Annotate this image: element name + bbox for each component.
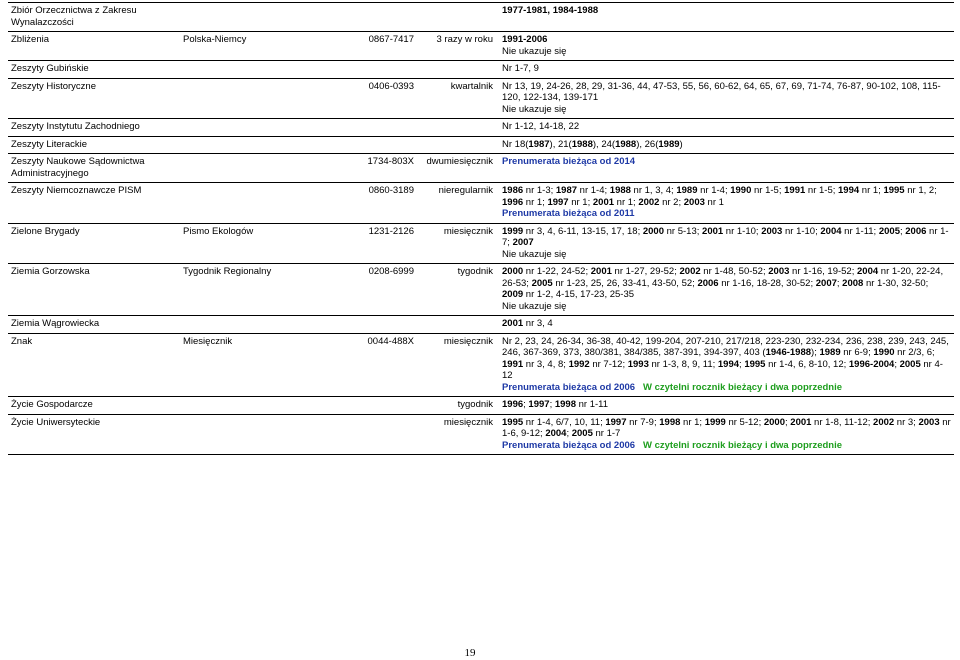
holdings-line <box>502 301 951 313</box>
holdings-text: 1989 <box>658 138 680 150</box>
holdings-text: nr 1-30, 32-50; <box>863 277 929 289</box>
periodical-subtitle <box>180 397 346 415</box>
subscription-note: Prenumerata bieżąca od 2011 <box>502 208 635 219</box>
holdings-text: ; <box>549 399 555 410</box>
periodical-issn: 0208-6999 <box>346 264 420 316</box>
periodical-title: Znak <box>8 333 180 397</box>
holdings-text: nr 3; <box>894 416 919 428</box>
holdings-text: Nr 2, 23, 24, 26-34, 36-38, 40-42, 199-204, 207-210, 217/218, 223-230, 232-234, 236, 238, 239, 243, 245, 246, 367-369, 373, 380/381, 384/385, 387-391, 394-397, 403 ( <box>502 335 949 358</box>
periodical-subtitle <box>180 119 346 137</box>
holdings-text: nr 1-23, 25, 26, 33-41, 43-50, 52; <box>552 277 698 289</box>
periodical-issn <box>346 414 420 455</box>
periodical-issn: 1734-803X <box>346 154 420 183</box>
holdings-text: nr 1-8, 11-12; <box>811 416 874 428</box>
holdings-line <box>502 208 951 220</box>
periodical-frequency <box>420 3 499 32</box>
subscription-note: Prenumerata bieżąca od 2014 <box>502 156 636 167</box>
holdings-line <box>502 139 951 151</box>
periodical-issn <box>346 136 420 154</box>
holdings-text: nr 1-2, 4-15, 17-23, 25-35 <box>523 289 635 300</box>
holdings-text: 2005 <box>899 358 921 370</box>
periodical-holdings <box>499 264 954 316</box>
periodical-holdings <box>499 223 954 264</box>
holdings-text: nr 1; <box>523 196 548 208</box>
holdings-text: 2002 <box>679 266 701 277</box>
periodical-frequency: miesięcznik <box>420 333 499 397</box>
periodical-holdings <box>499 154 954 183</box>
holdings-text: ; <box>739 358 745 370</box>
holdings-text: nr 3, 4 <box>523 318 553 329</box>
holdings-text: nr 1-16, 19-52; <box>789 266 857 277</box>
holdings-text: nr 7-12; <box>589 358 628 370</box>
periodical-holdings <box>499 183 954 224</box>
holdings-line <box>502 156 951 168</box>
periodical-holdings <box>499 397 954 415</box>
holdings-text: nr 3, 4, 6-11, 13-15, 17, 18; <box>523 225 643 237</box>
periodical-title: Zeszyty Historyczne <box>8 78 180 119</box>
periodical-issn: 0044-488X <box>346 333 420 397</box>
holdings-line <box>502 5 951 17</box>
holdings-text: ; <box>566 428 572 439</box>
holdings-text: 1999 <box>502 225 524 237</box>
holdings-text: 2000 <box>642 225 664 237</box>
periodical-title: Zeszyty Niemcoznawcze PISM <box>8 183 180 224</box>
holdings-text: Nr 18( <box>502 138 529 150</box>
periodical-holdings <box>499 119 954 137</box>
holdings-text: 1995 <box>502 416 524 428</box>
holdings-text: nr 1-27, 29-52; <box>611 266 680 277</box>
periodical-subtitle <box>180 316 346 334</box>
holdings-text: 2005 <box>571 428 593 439</box>
holdings-text: Nr 1-7, 9 <box>502 63 539 74</box>
holdings-text: nr 1-7; <box>502 225 949 248</box>
table-row <box>8 264 954 316</box>
table-row <box>8 61 954 79</box>
holdings-text: nr 1-16, 18-28, 30-52; <box>718 277 816 289</box>
holdings-text: 2007 <box>815 277 837 289</box>
subscription-note: Prenumerata bieżąca od 2006 <box>502 381 636 393</box>
holdings-text: 1988 <box>609 185 631 196</box>
table-row <box>8 32 954 61</box>
periodical-frequency: 3 razy w roku <box>420 32 499 61</box>
holdings-text: nr 4-12 <box>502 358 943 381</box>
holdings-text: Nr 1-12, 14-18, 22 <box>502 121 580 132</box>
holdings-text: 2002 <box>873 416 895 428</box>
holdings-text: nr 1-4; <box>697 185 731 196</box>
holdings-text: nr 1-20, 22-24, 26-53; <box>502 266 944 289</box>
holdings-text: ; <box>899 225 906 237</box>
holdings-text: 1994 <box>717 358 740 370</box>
holdings-text <box>635 440 643 451</box>
periodicals-table-body <box>8 3 954 455</box>
periodical-title: Życie Gospodarcze <box>8 397 180 415</box>
periodical-title: Ziemia Wągrowiecka <box>8 316 180 334</box>
holdings-line <box>502 46 951 58</box>
holdings-text: nr 1 <box>704 196 724 208</box>
holdings-text: nr 1; <box>859 185 884 196</box>
reading-room-note: W czytelni rocznik bieżący i dwa poprzednie <box>643 439 843 451</box>
periodical-title: Zielone Brygady <box>8 223 180 264</box>
holdings-text: 1997 <box>528 399 550 410</box>
holdings-text: nr 1-5; <box>805 185 839 196</box>
table-row <box>8 316 954 334</box>
table-row <box>8 397 954 415</box>
periodical-holdings <box>499 61 954 79</box>
periodical-subtitle <box>180 78 346 119</box>
holdings-text: 1989 <box>819 347 841 358</box>
periodical-holdings <box>499 3 954 32</box>
periodical-holdings <box>499 136 954 154</box>
periodical-frequency <box>420 119 499 137</box>
holdings-text: nr 1, 3, 4; <box>630 185 677 196</box>
holdings-text: nr 1-48, 50-52; <box>700 266 769 277</box>
periodical-subtitle: Pismo Ekologów <box>180 223 346 264</box>
subscription-note: Prenumerata bieżąca od 2006 <box>502 439 636 451</box>
page-number: 19 <box>464 647 476 659</box>
holdings-line <box>502 34 951 46</box>
holdings-text: nr 2; <box>659 196 684 208</box>
periodical-title: Zeszyty Gubińskie <box>8 61 180 79</box>
holdings-text: 1996-2004 <box>848 358 895 370</box>
periodical-frequency: tygodnik <box>420 264 499 316</box>
periodical-frequency <box>420 61 499 79</box>
holdings-text: ), 26( <box>636 138 659 150</box>
holdings-text: 1987 <box>555 185 578 196</box>
periodical-title: Ziemia Gorzowska <box>8 264 180 316</box>
periodical-title: Zeszyty Literackie <box>8 136 180 154</box>
holdings-text: 1988 <box>571 138 593 150</box>
holdings-text: 1997 <box>547 196 569 208</box>
holdings-text: nr 7-9; <box>626 416 660 428</box>
holdings-text: 1993 <box>627 358 649 370</box>
periodical-frequency: dwumiesięcznik <box>420 154 499 183</box>
holdings-text: Nr 13, 19, 24-26, 28, 29, 31-36, 44, 47-53, 55, 56, 60-62, 64, 65, 67, 69, 71-74, 76-87, 90-102, 108, 115-120, 122-134, 139-171 <box>502 80 941 103</box>
holdings-text: Nie ukazuje się <box>502 300 567 312</box>
periodical-subtitle <box>180 3 346 32</box>
holdings-line <box>502 185 951 208</box>
holdings-text: Nie ukazuje się <box>502 103 567 115</box>
holdings-text: 1986 <box>502 185 524 196</box>
holdings-text: 2003 <box>761 225 783 237</box>
table-row <box>8 119 954 137</box>
periodical-issn: 0406-0393 <box>346 78 420 119</box>
holdings-text: 2001 <box>790 416 812 428</box>
holdings-text: 2000 <box>502 266 524 277</box>
holdings-text: Nie ukazuje się <box>502 248 567 260</box>
holdings-text: 2000 <box>763 416 785 428</box>
table-row <box>8 154 954 183</box>
holdings-text <box>635 382 643 393</box>
holdings-text: 2003 <box>683 196 705 208</box>
holdings-line <box>502 249 951 261</box>
holdings-text: 1988 <box>615 138 637 150</box>
holdings-text: 2001 <box>502 318 524 329</box>
holdings-text: 1977-1981, 1984-1988 <box>502 5 599 16</box>
holdings-text: ) <box>679 138 683 150</box>
periodical-holdings <box>499 414 954 455</box>
holdings-text: 1946-1988 <box>765 347 812 358</box>
periodical-frequency: miesięcznik <box>420 223 499 264</box>
holdings-text: nr 1-4, 6/7, 10, 11; <box>523 416 606 428</box>
periodical-frequency <box>420 316 499 334</box>
holdings-text: nr 1-6, 9-12; <box>502 416 951 439</box>
periodical-issn: 0867-7417 <box>346 32 420 61</box>
table-row <box>8 414 954 455</box>
periodical-issn <box>346 119 420 137</box>
holdings-text: nr 6-9; <box>840 347 874 358</box>
holdings-text: nr 1; <box>614 196 639 208</box>
periodical-title: Zbiór Orzecznictwa z Zakresu Wynalazczości <box>8 3 180 32</box>
holdings-text: ; <box>785 416 791 428</box>
holdings-text: nr 1-22, 24-52; <box>523 266 591 277</box>
holdings-line <box>502 104 951 116</box>
holdings-text: 1991 <box>502 358 524 370</box>
holdings-line <box>502 382 951 394</box>
periodical-issn <box>346 316 420 334</box>
holdings-text: nr 1-3, 8, 9, 11; <box>648 358 718 370</box>
holdings-text: 1998 <box>554 399 576 410</box>
periodical-holdings <box>499 316 954 334</box>
holdings-text: 2003 <box>918 416 940 428</box>
holdings-text: nr 1; <box>568 196 593 208</box>
holdings-text: 2001 <box>590 266 612 277</box>
periodical-frequency: miesięcznik <box>420 414 499 455</box>
holdings-line <box>502 318 951 330</box>
holdings-line <box>502 226 951 249</box>
holdings-text: 1987 <box>528 138 550 150</box>
holdings-text: nr 1-5; <box>751 185 785 196</box>
table-row <box>8 3 954 32</box>
periodical-issn <box>346 61 420 79</box>
periodical-subtitle: Polska-Niemcy <box>180 32 346 61</box>
holdings-text: 2005 <box>531 277 553 289</box>
holdings-text: 2004 <box>820 225 842 237</box>
periodical-subtitle: Miesięcznik <box>180 333 346 397</box>
holdings-text: nr 1-7 <box>592 428 621 439</box>
holdings-text: 2001 <box>592 196 615 208</box>
holdings-text: ), 21( <box>549 138 572 150</box>
holdings-text: nr 3, 4, 8; <box>523 358 569 370</box>
holdings-text: 2007 <box>512 237 534 248</box>
holdings-text: 1995 <box>883 185 905 196</box>
table-row <box>8 223 954 264</box>
holdings-text: ; <box>894 358 900 370</box>
holdings-text: ; <box>523 399 529 410</box>
holdings-line <box>502 440 951 452</box>
table-row <box>8 78 954 119</box>
holdings-text: nr 1-11; <box>841 225 879 237</box>
holdings-text: 2003 <box>768 266 790 277</box>
holdings-text: 1994 <box>838 185 860 196</box>
holdings-text: 1997 <box>605 416 627 428</box>
holdings-text: 2009 <box>502 289 524 300</box>
periodical-holdings <box>499 32 954 61</box>
holdings-text: nr 2/3, 6; <box>894 347 935 358</box>
holdings-text: Nie ukazuje się <box>502 45 567 57</box>
holdings-text: 2001 <box>702 225 724 237</box>
periodical-title: Życie Uniwersyteckie <box>8 414 180 455</box>
periodical-subtitle <box>180 61 346 79</box>
holdings-line <box>502 266 951 301</box>
holdings-text: nr 1-4, 6, 8-10, 12; <box>765 358 849 370</box>
holdings-text: nr 1-4; <box>577 185 610 196</box>
table-row <box>8 183 954 224</box>
periodical-holdings <box>499 333 954 397</box>
periodical-subtitle <box>180 183 346 224</box>
holdings-text: ; <box>836 277 843 289</box>
table-row <box>8 333 954 397</box>
holdings-text: nr 1-10; <box>782 225 821 237</box>
periodical-subtitle <box>180 154 346 183</box>
holdings-text: nr 1-11 <box>575 399 609 410</box>
holdings-text: ); <box>811 347 820 358</box>
holdings-text: 1998 <box>659 416 681 428</box>
holdings-line <box>502 63 951 75</box>
periodical-frequency: kwartalnik <box>420 78 499 119</box>
holdings-text: nr 1, 2; <box>904 185 937 196</box>
periodical-subtitle: Tygodnik Regionalny <box>180 264 346 316</box>
periodical-title: Zbliżenia <box>8 32 180 61</box>
holdings-text: 2006 <box>697 277 719 289</box>
holdings-text: 2005 <box>878 225 900 237</box>
holdings-text: 2008 <box>842 277 864 289</box>
holdings-text: 2002 <box>638 196 660 208</box>
periodical-issn: 1231-2126 <box>346 223 420 264</box>
periodical-subtitle <box>180 414 346 455</box>
holdings-line <box>502 81 951 104</box>
holdings-text: nr 5-13; <box>664 225 703 237</box>
periodical-issn: 0860-3189 <box>346 183 420 224</box>
holdings-text: 1990 <box>873 347 895 358</box>
holdings-text: nr 1; <box>680 416 705 428</box>
holdings-text: 1996 <box>502 196 524 208</box>
holdings-text: 1991-2006 <box>502 34 548 45</box>
holdings-text: 1992 <box>568 358 590 370</box>
holdings-line <box>502 399 951 411</box>
holdings-line <box>502 336 951 382</box>
periodical-title: Zeszyty Instytutu Zachodniego <box>8 119 180 137</box>
holdings-text: 1999 <box>704 416 726 428</box>
periodical-subtitle <box>180 136 346 154</box>
periodical-frequency: tygodnik <box>420 397 499 415</box>
holdings-text: 1991 <box>784 185 806 196</box>
periodical-holdings <box>499 78 954 119</box>
reading-room-note: W czytelni rocznik bieżący i dwa poprzednie <box>643 381 843 393</box>
holdings-text: nr 1-10; <box>723 225 762 237</box>
table-row <box>8 136 954 154</box>
holdings-text: 1990 <box>730 185 752 196</box>
holdings-text: nr 5-12; <box>725 416 764 428</box>
holdings-text: 1995 <box>744 358 766 370</box>
periodical-frequency <box>420 136 499 154</box>
periodical-title: Zeszyty Naukowe Sądownictwa Administracyjnego <box>8 154 180 183</box>
holdings-text: ), 24( <box>592 138 616 150</box>
periodicals-table <box>8 2 954 455</box>
holdings-text: nr 1-3; <box>523 185 556 196</box>
holdings-line <box>502 417 951 440</box>
periodical-frequency: nieregularnik <box>420 183 499 224</box>
holdings-text: 2004 <box>857 266 879 277</box>
holdings-text: 2004 <box>545 428 567 439</box>
holdings-line <box>502 121 951 133</box>
holdings-text: 1989 <box>676 185 698 196</box>
holdings-text: 2006 <box>905 225 927 237</box>
periodical-issn <box>346 397 420 415</box>
periodical-issn <box>346 3 420 32</box>
holdings-text: 1996 <box>502 399 524 410</box>
